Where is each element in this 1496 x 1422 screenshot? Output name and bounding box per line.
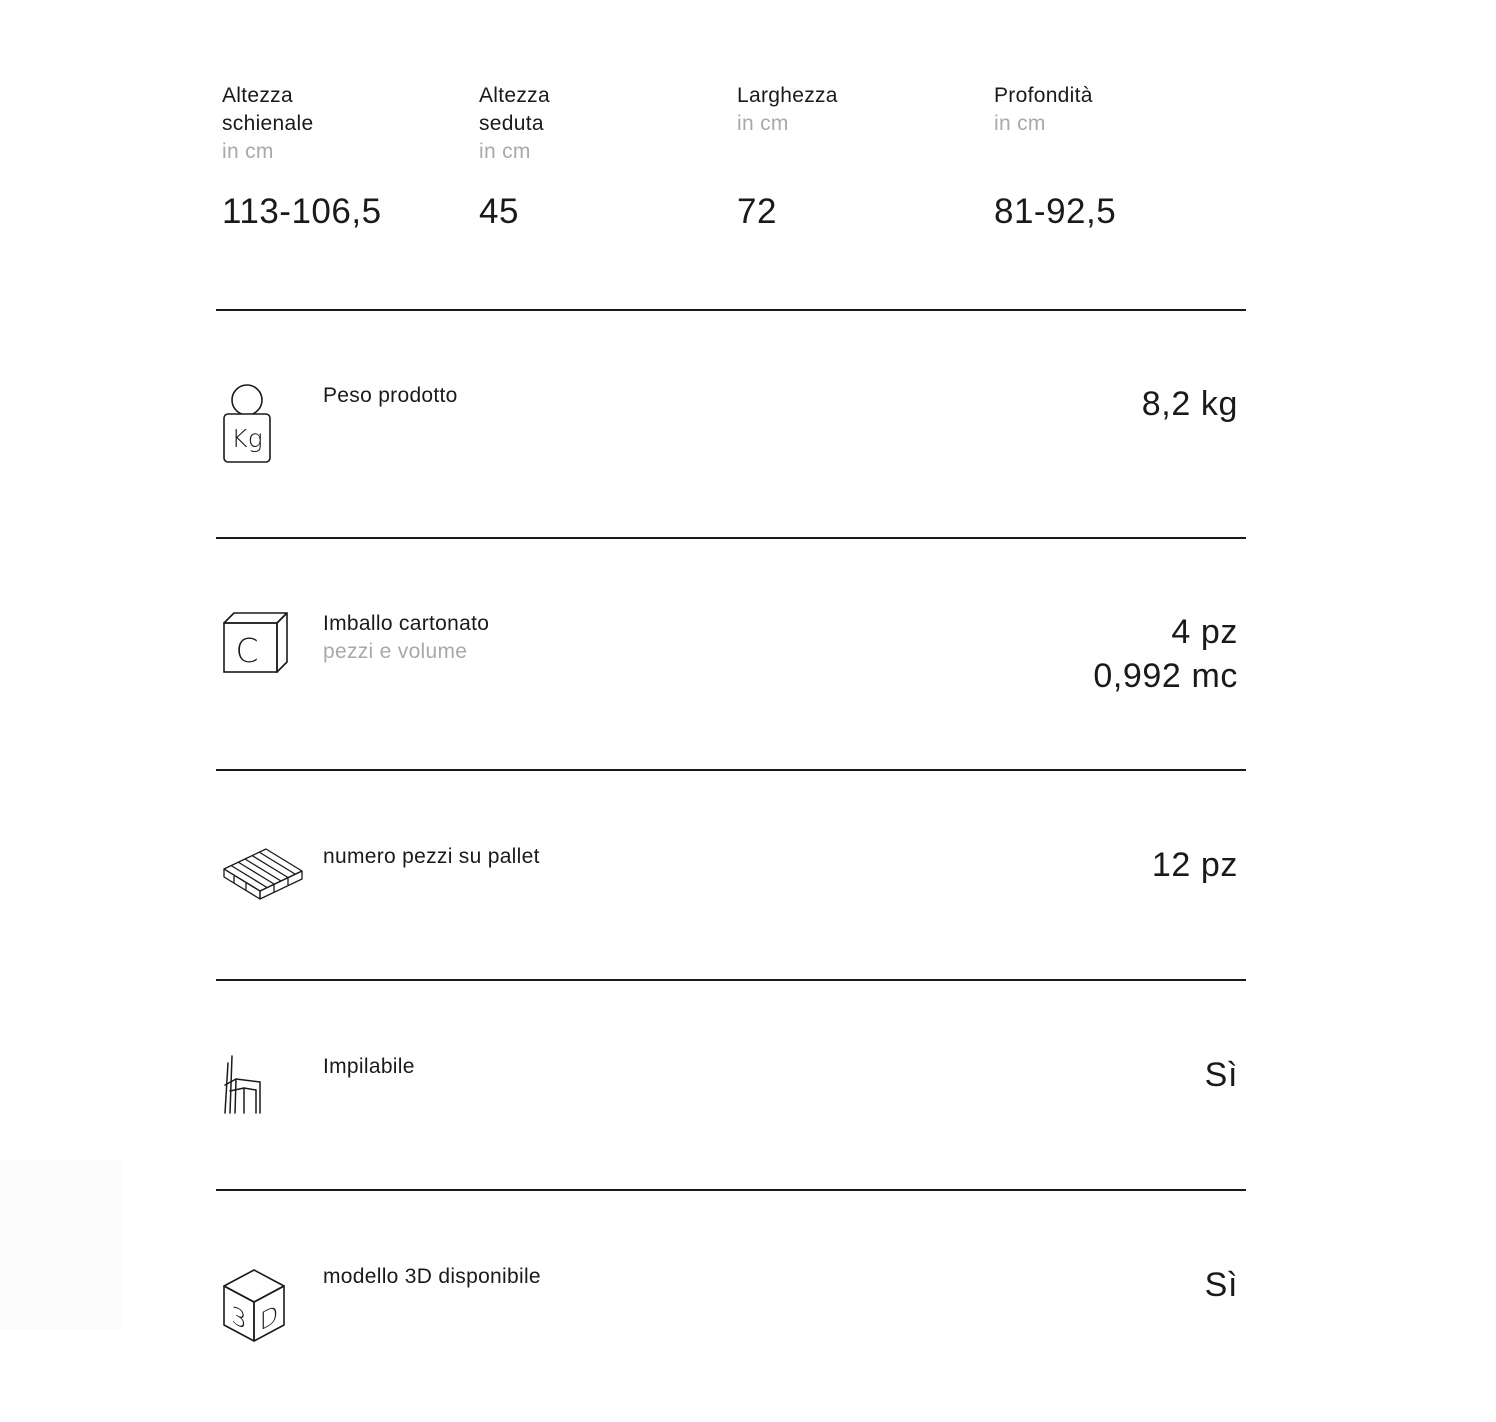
background-shade	[0, 1160, 122, 1330]
spec-sublabel: pezzi e volume	[323, 640, 468, 663]
dimension-unit: in cm	[994, 112, 1046, 135]
weight-icon-text: Kg	[231, 424, 263, 453]
cube-3d-icon	[222, 1269, 286, 1343]
pallet-icon	[222, 847, 304, 903]
spec-value-volume: 0,992 mc	[1093, 657, 1238, 695]
dimension-seat-height	[479, 82, 719, 231]
divider	[216, 979, 1246, 981]
dimension-width	[737, 82, 977, 231]
divider	[216, 769, 1246, 771]
carton-icon-text: C	[235, 631, 259, 670]
spec-label: numero pezzi su pallet	[323, 845, 540, 868]
carton-box-icon	[222, 612, 288, 674]
dimension-unit: in cm	[222, 140, 274, 163]
spec-value: 12 pz	[1151, 846, 1238, 884]
dimension-label: Profondità	[994, 84, 1093, 107]
dimensions-table	[222, 82, 1252, 242]
dimension-value: 45	[479, 192, 519, 231]
dimension-value: 81-92,5	[994, 192, 1117, 231]
weight-kg-icon	[222, 382, 272, 466]
spec-value: Sì	[1204, 1266, 1238, 1304]
spec-value: Sì	[1204, 1056, 1238, 1094]
dimension-label: Altezza seduta	[479, 84, 550, 135]
cube-icon-text-d: D	[259, 1299, 279, 1338]
divider	[216, 1189, 1246, 1191]
dimension-label: Larghezza	[737, 84, 838, 107]
divider	[216, 309, 1246, 311]
dimension-value: 113-106,5	[222, 192, 382, 231]
spec-label: Imballo cartonato	[323, 612, 490, 635]
dimension-value: 72	[737, 192, 777, 231]
spec-label: Peso prodotto	[323, 384, 458, 407]
spec-label: modello 3D disponibile	[323, 1265, 541, 1288]
stackable-chairs-icon	[222, 1055, 268, 1117]
spec-value: 8,2 kg	[1141, 385, 1238, 423]
spec-label: Impilabile	[323, 1055, 415, 1078]
dimension-unit: in cm	[479, 140, 531, 163]
dimension-label: Altezza schienale	[222, 84, 314, 135]
dimension-backrest-height	[222, 82, 462, 231]
dimension-depth	[994, 82, 1234, 231]
divider	[216, 537, 1246, 539]
spec-value-pieces: 4 pz	[1171, 613, 1238, 651]
cube-icon-text-3: 3	[231, 1300, 247, 1337]
dimension-unit: in cm	[737, 112, 789, 135]
